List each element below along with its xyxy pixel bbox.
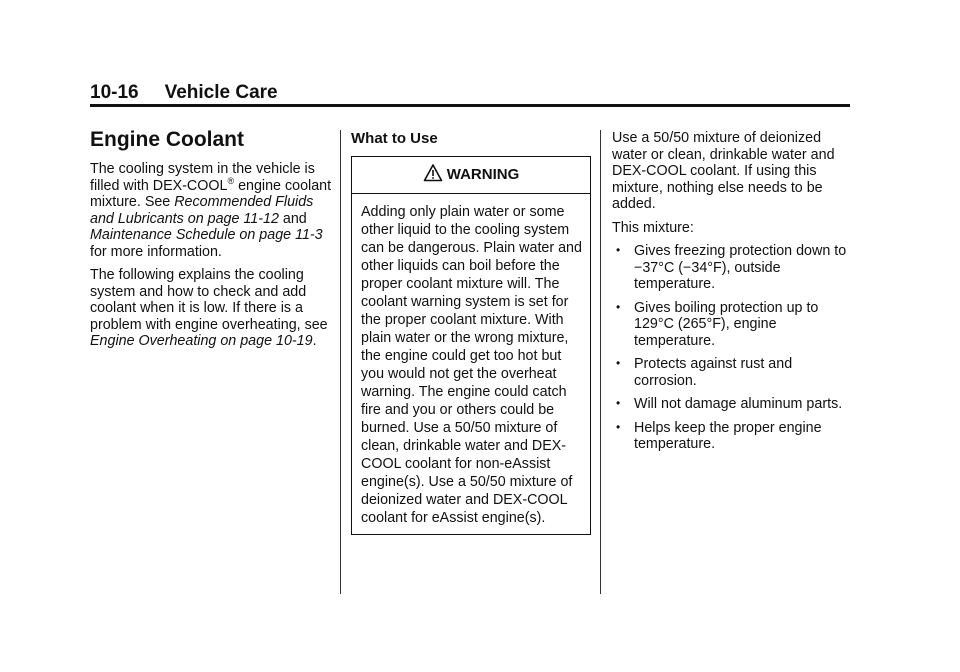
paragraph-explains: The following explains the cooling system and how to check and add coolant when it is low. If there is a problem with engine overheating, see Engine Overheating on page 10-19. xyxy=(90,267,328,349)
list-item: • Gives boiling protection up to 129°C (265°F), engine temperature. xyxy=(616,299,819,349)
header-rule xyxy=(90,104,850,107)
column-1 xyxy=(90,128,334,357)
page-header xyxy=(90,82,850,104)
bullet-icon: • xyxy=(616,419,621,434)
list-item: • Protects against rust and corrosion. xyxy=(616,356,793,389)
column-2 xyxy=(351,130,591,535)
link-maintenance-schedule[interactable]: Maintenance Schedule on page 11-3 xyxy=(90,227,323,243)
mixture-intro: Use a 50/50 mixture of deionized water or clean, drinkable water and DEX-COOL coolant. If using this mixture, nothing else needs to be added. xyxy=(612,130,835,212)
column-divider-2 xyxy=(600,130,601,594)
page-number: 10-16 xyxy=(90,82,139,103)
column-3 xyxy=(612,130,858,460)
column-divider-1 xyxy=(340,130,341,594)
link-recommended-fluids[interactable]: Recommended Fluids and Lubricants on page 11-12 xyxy=(90,194,314,227)
bullet-icon: • xyxy=(616,299,621,314)
bullet-icon: • xyxy=(616,396,621,410)
list-item: • Helps keep the proper engine temperature. xyxy=(616,419,822,452)
section-title: Vehicle Care xyxy=(164,82,278,103)
mixture-lead: This mixture: xyxy=(612,219,694,236)
warning-title: WARNING xyxy=(446,166,520,183)
what-to-use-heading: What to Use xyxy=(351,130,438,147)
mixture-benefits-list xyxy=(612,243,858,453)
list-item: • Will not damage aluminum parts. xyxy=(616,396,843,412)
registered-mark: ® xyxy=(227,175,235,186)
warning-box xyxy=(351,156,591,535)
bullet-icon: • xyxy=(616,243,621,257)
warning-icon xyxy=(423,163,443,183)
warning-header xyxy=(352,157,590,194)
warning-text: Adding only plain water or some other liquid to the cooling system can be dangerous. Plain water and other liquids can boil before the proper coolant mixture will. The coolant warning system is set for the proper coolant mixture. With plain water or the wrong mixture, the engine could get too hot but you would not get the overheat warning. The engine could catch fire and you or others could be burned. Use a 50/50 mixture of clean, drinkable water and DEX-COOL coolant for non-eAssist engine(s). Use a 50/50 mixture of deionized water and DEX-COOL coolant for eAssist engine(s). xyxy=(361,204,582,526)
list-item: • Gives freezing protection down to −37°C (−34°F), outside temperature. xyxy=(616,243,847,292)
paragraph-dexcool: The cooling system in the vehicle is filled with DEX-COOL® engine coolant mixture. See Recommended Fluids and Lubricants on page 11-12 and Maintenance Schedule on page 11-3 for more information. xyxy=(90,161,332,260)
bullet-icon: • xyxy=(616,356,621,370)
page-title: Engine Coolant xyxy=(90,128,244,151)
link-engine-overheating[interactable]: Engine Overheating on page 10-19 xyxy=(90,333,313,349)
